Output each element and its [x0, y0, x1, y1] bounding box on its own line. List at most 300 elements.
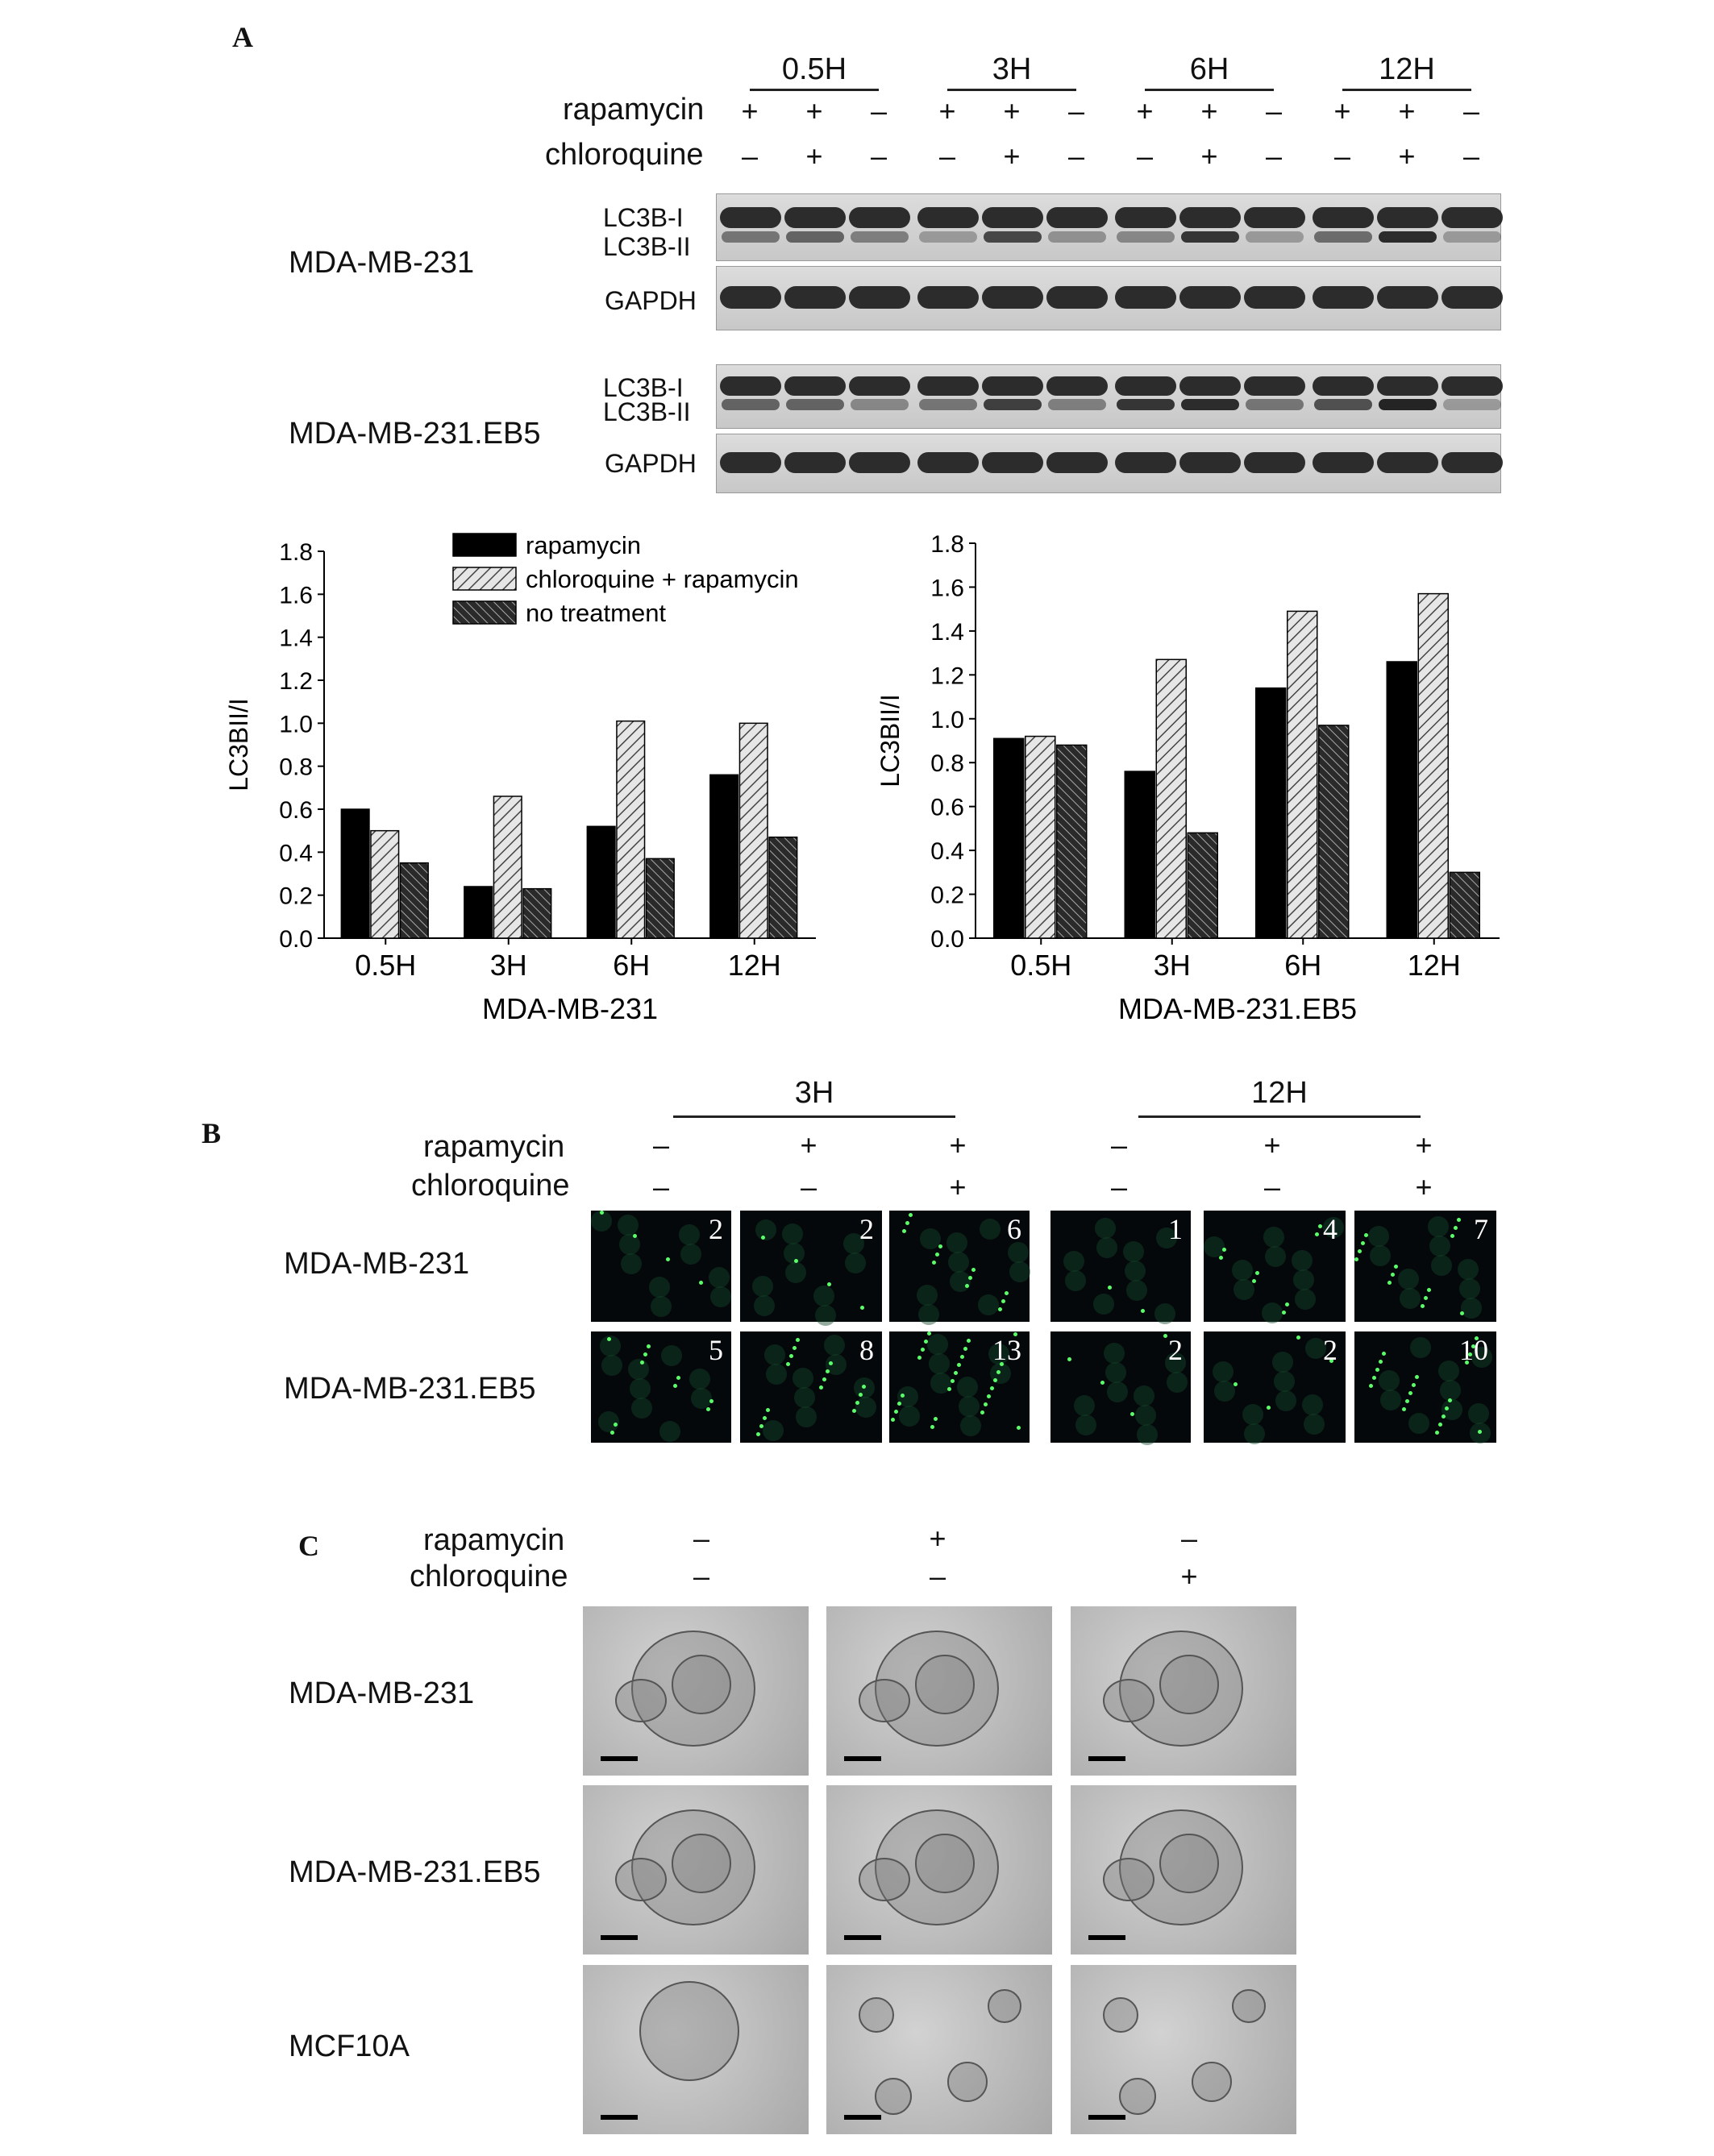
- cell-glow: [680, 1244, 701, 1265]
- cell-glow: [980, 1219, 1001, 1240]
- bar: [710, 775, 738, 938]
- blot-band: [1046, 452, 1108, 473]
- cell-glow: [1429, 1236, 1450, 1257]
- blot-band-lower: [1246, 231, 1304, 243]
- lc3-puncta: [676, 1376, 680, 1380]
- scale-bar: [601, 2115, 638, 2120]
- y-tick-label: 1.0: [279, 711, 313, 738]
- chloroquine-sign: +: [1398, 139, 1416, 172]
- scale-bar: [1088, 1756, 1125, 1761]
- blot-band-lower: [722, 399, 780, 410]
- y-tick-label: 1.2: [279, 668, 313, 695]
- lc3-puncta: [1402, 1407, 1406, 1411]
- cell-cluster: [1103, 1997, 1138, 2033]
- y-tick-label: 0.0: [279, 926, 313, 953]
- cell-glow: [1137, 1424, 1158, 1445]
- blot-band: [982, 207, 1043, 228]
- cell-glow: [1398, 1269, 1419, 1290]
- bar: [493, 796, 522, 938]
- cell-glow: [1438, 1360, 1459, 1381]
- cell-glow: [1242, 1404, 1263, 1425]
- blot1-band2-label: LC3B-II: [603, 232, 691, 261]
- blot-band: [1377, 286, 1438, 309]
- lc3-puncta: [789, 1354, 793, 1358]
- phase-contrast-image: [583, 1965, 809, 2134]
- y-tick-label: 0.2: [930, 882, 964, 909]
- bar: [464, 887, 493, 938]
- cell-glow: [793, 1368, 813, 1389]
- bar: [523, 889, 551, 938]
- cell-glow: [1275, 1390, 1296, 1411]
- lc3-puncta: [793, 1346, 797, 1350]
- lc3-puncta: [1354, 1257, 1358, 1261]
- lc3-puncta: [951, 1379, 955, 1383]
- lc3-puncta: [909, 1213, 913, 1217]
- cell-glow: [824, 1335, 845, 1356]
- timepoint-group: [1145, 52, 1274, 91]
- lc3-puncta: [965, 1284, 969, 1288]
- puncta-count: 5: [709, 1334, 723, 1366]
- cell-glow: [1233, 1279, 1254, 1300]
- panel-b-chloroquine-label: chloroquine: [411, 1169, 570, 1203]
- timepoint-label: 3H: [992, 52, 1032, 86]
- blot-band: [784, 207, 846, 228]
- lc3-puncta: [614, 1423, 618, 1427]
- x-tick-label: 3H: [1153, 949, 1191, 982]
- cell-glow: [978, 1294, 999, 1315]
- lc3-puncta: [600, 1211, 604, 1215]
- blot-band: [1115, 452, 1176, 473]
- lc3-puncta: [984, 1402, 988, 1406]
- lc3-puncta: [827, 1282, 831, 1286]
- lc3-puncta: [1315, 1232, 1319, 1236]
- fluorescence-image: [740, 1211, 882, 1322]
- blot-band: [1046, 376, 1108, 396]
- cell-glow: [1263, 1227, 1284, 1248]
- cell-glow: [957, 1377, 978, 1398]
- puncta-count: 6: [1007, 1213, 1021, 1245]
- cell-glow: [1459, 1278, 1480, 1299]
- lc3-puncta: [987, 1394, 991, 1398]
- bar: [1418, 594, 1448, 938]
- lc3-puncta: [938, 1244, 942, 1248]
- cell-glow: [598, 1411, 619, 1432]
- phase-contrast-image: [583, 1606, 809, 1776]
- lc3-puncta: [852, 1409, 856, 1413]
- bar: [1288, 611, 1317, 938]
- fluorescence-image: [1204, 1211, 1346, 1322]
- cell-glow: [1292, 1250, 1313, 1271]
- scale-bar: [1088, 1935, 1125, 1940]
- cell-glow: [959, 1396, 980, 1417]
- cell-cluster: [1119, 2078, 1156, 2115]
- blot-band: [1244, 207, 1305, 228]
- lc3-puncta: [971, 1268, 976, 1272]
- cell-glow: [1214, 1381, 1235, 1402]
- blot-band-lower: [1379, 231, 1437, 243]
- lc3-puncta: [666, 1257, 670, 1261]
- panel-b-row2-label: MDA-MB-231.EB5: [284, 1372, 536, 1406]
- blot-band-lower: [984, 231, 1042, 243]
- cell-cluster: [915, 1834, 975, 1893]
- lc3-puncta: [796, 1338, 800, 1342]
- scale-bar: [601, 1756, 638, 1761]
- rapamycin-sign: +: [1136, 94, 1154, 127]
- lc3-puncta: [1369, 1384, 1373, 1388]
- rapamycin-sign: –: [1067, 94, 1085, 127]
- bar: [994, 738, 1024, 938]
- blot-band: [1179, 452, 1241, 473]
- cell-glow: [782, 1223, 803, 1244]
- panel-c-chloroquine-sign: –: [693, 1560, 710, 1593]
- panel-b-rapamycin-sign: +: [949, 1128, 967, 1161]
- cell-glow: [651, 1296, 672, 1317]
- panel-b-letter: B: [202, 1117, 222, 1149]
- lc3-puncta: [990, 1386, 994, 1390]
- lc3-puncta: [1296, 1336, 1300, 1340]
- blot-band: [1244, 376, 1305, 396]
- cell-glow: [946, 1232, 967, 1253]
- cell-glow: [691, 1388, 712, 1409]
- blot-band: [849, 286, 910, 309]
- cell-glow: [918, 1304, 939, 1325]
- lc3-puncta: [706, 1407, 710, 1411]
- lc3-puncta: [1255, 1271, 1259, 1275]
- panel-c-letter: C: [298, 1530, 319, 1562]
- cell-cluster: [672, 1834, 731, 1893]
- timepoint-underline: [750, 89, 879, 91]
- cell-glow: [763, 1420, 784, 1441]
- cell-glow: [1408, 1413, 1429, 1434]
- rapamycin-sign: –: [870, 94, 888, 127]
- panel-b-chloroquine-sign: –: [1263, 1170, 1281, 1203]
- cell-glow: [628, 1359, 649, 1380]
- blot-band: [917, 286, 979, 309]
- y-tick-label: 1.4: [930, 618, 964, 646]
- blot-band: [720, 376, 781, 396]
- lc3-puncta: [901, 1394, 905, 1398]
- bar: [647, 858, 675, 938]
- timepoint-underline: [1342, 89, 1471, 91]
- cell-glow: [618, 1215, 639, 1236]
- panel-b-group-3h: [673, 1076, 955, 1118]
- y-tick-label: 0.8: [930, 750, 964, 778]
- cell-glow: [1431, 1255, 1452, 1276]
- lc3-puncta: [894, 1410, 898, 1414]
- blot-band-lower: [851, 231, 909, 243]
- lc3-puncta: [709, 1399, 713, 1403]
- lc3-puncta: [756, 1432, 760, 1436]
- cell-glow: [709, 1267, 730, 1288]
- bar: [739, 723, 768, 938]
- blot-band: [784, 376, 846, 396]
- panel-c-rapamycin-sign: +: [929, 1522, 946, 1555]
- y-tick-label: 1.6: [279, 582, 313, 609]
- lc3-puncta: [1372, 1376, 1376, 1380]
- blot-band: [784, 452, 846, 473]
- y-axis-title: LC3BII/I: [224, 698, 253, 791]
- cell-glow: [630, 1378, 651, 1399]
- blot-band-lower: [1117, 399, 1175, 410]
- cell-glow: [1065, 1270, 1086, 1291]
- blot2-loading-label: GAPDH: [605, 449, 697, 478]
- y-tick-label: 0.6: [930, 794, 964, 821]
- rapamycin-sign: +: [938, 94, 956, 127]
- blot-band: [720, 286, 781, 309]
- panel-c-row3-label: MCF10A: [289, 2029, 410, 2063]
- cell-glow: [1204, 1236, 1225, 1257]
- rapamycin-sign: +: [805, 94, 823, 127]
- lc3-puncta: [1233, 1382, 1238, 1386]
- cell-glow: [845, 1252, 866, 1273]
- scale-bar: [1088, 2115, 1125, 2120]
- blot-band: [982, 376, 1043, 396]
- cell-cluster: [615, 1679, 667, 1722]
- lc3-puncta: [647, 1344, 651, 1348]
- rapamycin-sign: +: [1200, 94, 1218, 127]
- lc3-puncta: [1435, 1431, 1439, 1435]
- scale-bar: [601, 1935, 638, 1940]
- x-tick-label: 6H: [613, 949, 651, 982]
- timepoint-group: [947, 52, 1076, 91]
- lc3-puncta: [1421, 1304, 1425, 1308]
- cell-glow: [1380, 1390, 1401, 1410]
- cell-glow: [899, 1406, 920, 1427]
- panel-b-group-12h-label: 12H: [1251, 1076, 1308, 1110]
- bar: [1125, 771, 1154, 938]
- cell-glow: [631, 1398, 652, 1419]
- cell-glow: [1272, 1352, 1293, 1373]
- cell-cluster: [1103, 1858, 1154, 1901]
- panel-b-rapamycin-sign: +: [1263, 1128, 1281, 1161]
- lc3-puncta: [1427, 1288, 1431, 1292]
- blot1-lc3-strip: [716, 193, 1501, 261]
- blot2-gapdh-strip: [716, 434, 1501, 493]
- cell-glow: [1232, 1260, 1253, 1281]
- cell-cluster: [1192, 2062, 1232, 2102]
- rapamycin-sign: –: [1462, 94, 1480, 127]
- cell-glow: [710, 1286, 731, 1307]
- lc3-puncta: [1457, 1218, 1461, 1222]
- blot-band: [849, 452, 910, 473]
- lc3-puncta: [643, 1352, 647, 1356]
- phase-contrast-image: [826, 1785, 1052, 1955]
- lc3-puncta: [1267, 1406, 1271, 1410]
- blot2-cell-line: MDA-MB-231.EB5: [289, 417, 541, 451]
- blot-band-lower: [984, 399, 1042, 410]
- cell-glow: [619, 1234, 640, 1255]
- cell-glow: [1125, 1261, 1146, 1282]
- panel-b-row1-label: MDA-MB-231: [284, 1247, 470, 1281]
- legend-label: no treatment: [526, 599, 667, 627]
- cell-cluster: [1159, 1655, 1219, 1714]
- lc3-puncta: [905, 1221, 909, 1225]
- cell-glow: [1368, 1226, 1389, 1247]
- cell-glow: [1105, 1362, 1126, 1383]
- cell-glow: [1461, 1298, 1482, 1319]
- y-tick-label: 1.4: [279, 625, 313, 652]
- panel-b-group-3h-label: 3H: [794, 1076, 834, 1110]
- blot-band: [1313, 452, 1374, 473]
- fluorescence-image: [1354, 1331, 1496, 1443]
- cell-glow: [815, 1305, 836, 1326]
- lc3-puncta: [1163, 1334, 1167, 1338]
- cell-cluster: [639, 1981, 739, 2081]
- puncta-count: 1: [1168, 1213, 1183, 1245]
- panel-b-rapamycin-sign: –: [1110, 1128, 1128, 1161]
- rapamycin-label: rapamycin: [563, 93, 705, 127]
- cell-glow: [960, 1415, 981, 1436]
- cell-glow: [755, 1219, 776, 1240]
- blot-band-lower: [1379, 399, 1437, 410]
- cell-cluster: [672, 1655, 731, 1714]
- cell-glow: [766, 1364, 787, 1385]
- lc3-puncta: [998, 1307, 1002, 1311]
- y-tick-label: 1.6: [930, 575, 964, 602]
- lc3-puncta: [1391, 1273, 1395, 1277]
- cell-glow: [1400, 1288, 1421, 1309]
- lc3-puncta: [1318, 1224, 1322, 1228]
- cell-glow: [1104, 1343, 1125, 1364]
- cell-glow: [1293, 1269, 1314, 1290]
- panel-c-row2-label: MDA-MB-231.EB5: [289, 1855, 541, 1889]
- lc3-puncta: [1141, 1309, 1145, 1313]
- cell-glow: [1074, 1395, 1095, 1416]
- lc3-puncta: [1438, 1423, 1442, 1427]
- lc3-puncta: [766, 1408, 770, 1412]
- lc3-puncta: [855, 1401, 859, 1405]
- lc3-puncta: [633, 1234, 637, 1238]
- panel-b-chloroquine-sign: +: [949, 1170, 967, 1203]
- blot-band: [1313, 376, 1374, 396]
- lc3-puncta: [917, 1356, 921, 1360]
- cell-glow: [794, 1387, 815, 1408]
- lc3-puncta: [1454, 1226, 1458, 1230]
- cell-glow: [1468, 1403, 1489, 1424]
- phase-contrast-image: [1071, 1606, 1296, 1776]
- lc3-puncta: [1445, 1406, 1449, 1410]
- fluorescence-image: [1050, 1211, 1191, 1322]
- timepoint-label: 12H: [1379, 52, 1435, 86]
- lc3-puncta: [1130, 1412, 1134, 1416]
- cell-glow: [1458, 1259, 1479, 1280]
- lc3-puncta: [927, 1331, 931, 1336]
- lc3-puncta: [1005, 1291, 1009, 1295]
- chloroquine-sign: +: [1200, 139, 1218, 172]
- fluorescence-image: [591, 1211, 731, 1322]
- blot-band: [849, 376, 910, 396]
- x-axis-title: MDA-MB-231.EB5: [1117, 992, 1358, 1025]
- lc3-puncta: [1100, 1381, 1105, 1385]
- blot1-cell-line: MDA-MB-231: [289, 246, 475, 280]
- panel-c-chloroquine-label: chloroquine: [410, 1560, 568, 1593]
- lc3-puncta: [786, 1362, 790, 1366]
- panel-a-letter: A: [232, 21, 253, 53]
- lc3b-ratio-chart-mda-mb-231-eb5: [876, 516, 1524, 1032]
- puncta-count: 2: [709, 1213, 723, 1245]
- panel-c-rapamycin-sign: –: [1180, 1522, 1198, 1555]
- lc3-puncta: [1001, 1299, 1005, 1303]
- lc3-puncta: [1364, 1233, 1368, 1237]
- cell-glow: [1213, 1361, 1233, 1382]
- blot-band: [917, 376, 979, 396]
- lc3-puncta: [759, 1424, 763, 1428]
- cell-cluster: [859, 1997, 894, 2033]
- lc3-puncta: [902, 1229, 906, 1233]
- blot-band-lower: [1314, 231, 1372, 243]
- puncta-count: 2: [1323, 1334, 1338, 1366]
- lc3-puncta: [1379, 1360, 1383, 1364]
- chloroquine-sign: –: [870, 139, 888, 172]
- x-tick-label: 0.5H: [355, 949, 417, 982]
- panel-c-rapamycin-sign: –: [693, 1522, 710, 1555]
- lc3-puncta: [1222, 1248, 1226, 1252]
- timepoint-label: 6H: [1189, 52, 1229, 86]
- y-tick-label: 0.4: [279, 840, 313, 867]
- scale-bar: [844, 1756, 881, 1761]
- cell-cluster: [1159, 1834, 1219, 1893]
- lc3-puncta: [860, 1306, 864, 1310]
- blot1-gapdh-strip: [716, 266, 1501, 330]
- cell-cluster: [947, 2062, 988, 2102]
- bar: [1057, 745, 1087, 938]
- cell-glow: [1135, 1405, 1156, 1426]
- legend-label: chloroquine + rapamycin: [526, 565, 799, 593]
- cell-glow: [813, 1286, 834, 1306]
- chloroquine-sign: +: [1003, 139, 1021, 172]
- lc3b-ratio-chart-mda-mb-231: [224, 516, 863, 1032]
- cell-glow: [689, 1369, 710, 1390]
- lc3-puncta: [761, 1236, 765, 1240]
- cell-glow: [1428, 1216, 1449, 1237]
- panel-c-chloroquine-sign: +: [1180, 1560, 1198, 1593]
- bar: [401, 863, 429, 938]
- lc3-puncta: [819, 1385, 823, 1390]
- blot2-band2-label: LC3B-II: [603, 397, 691, 426]
- chloroquine-sign: –: [1333, 139, 1351, 172]
- lc3-puncta: [1282, 1311, 1286, 1315]
- cell-glow: [1370, 1245, 1391, 1266]
- blot1-loading-label: GAPDH: [605, 286, 697, 315]
- blot-band: [1046, 286, 1108, 309]
- panel-b-chloroquine-sign: –: [800, 1170, 817, 1203]
- chloroquine-sign: –: [741, 139, 759, 172]
- blot-band: [1442, 207, 1503, 228]
- lc3-puncta: [935, 1252, 939, 1257]
- x-tick-label: 12H: [727, 949, 781, 982]
- phase-contrast-image: [826, 1965, 1052, 2134]
- panel-b-group-12h-line: [1138, 1115, 1421, 1118]
- lc3-puncta: [891, 1418, 895, 1422]
- blot-band-lower: [919, 231, 977, 243]
- lc3-puncta: [862, 1385, 866, 1389]
- lc3-puncta: [1375, 1368, 1379, 1372]
- cell-glow: [948, 1252, 969, 1273]
- lc3-puncta: [934, 1417, 938, 1421]
- blot-band-lower: [851, 399, 909, 410]
- timepoint-underline: [1145, 89, 1274, 91]
- chloroquine-label: chloroquine: [545, 138, 704, 172]
- lc3-puncta: [921, 1348, 925, 1352]
- lc3-puncta: [1442, 1414, 1446, 1419]
- panel-c-row1-label: MDA-MB-231: [289, 1676, 475, 1710]
- panel-b-rapamycin-label: rapamycin: [423, 1130, 565, 1164]
- x-tick-label: 3H: [489, 949, 527, 982]
- cell-glow: [1093, 1294, 1114, 1315]
- lc3-puncta: [1408, 1391, 1412, 1395]
- lc3-puncta: [968, 1276, 972, 1280]
- x-tick-label: 12H: [1407, 949, 1461, 982]
